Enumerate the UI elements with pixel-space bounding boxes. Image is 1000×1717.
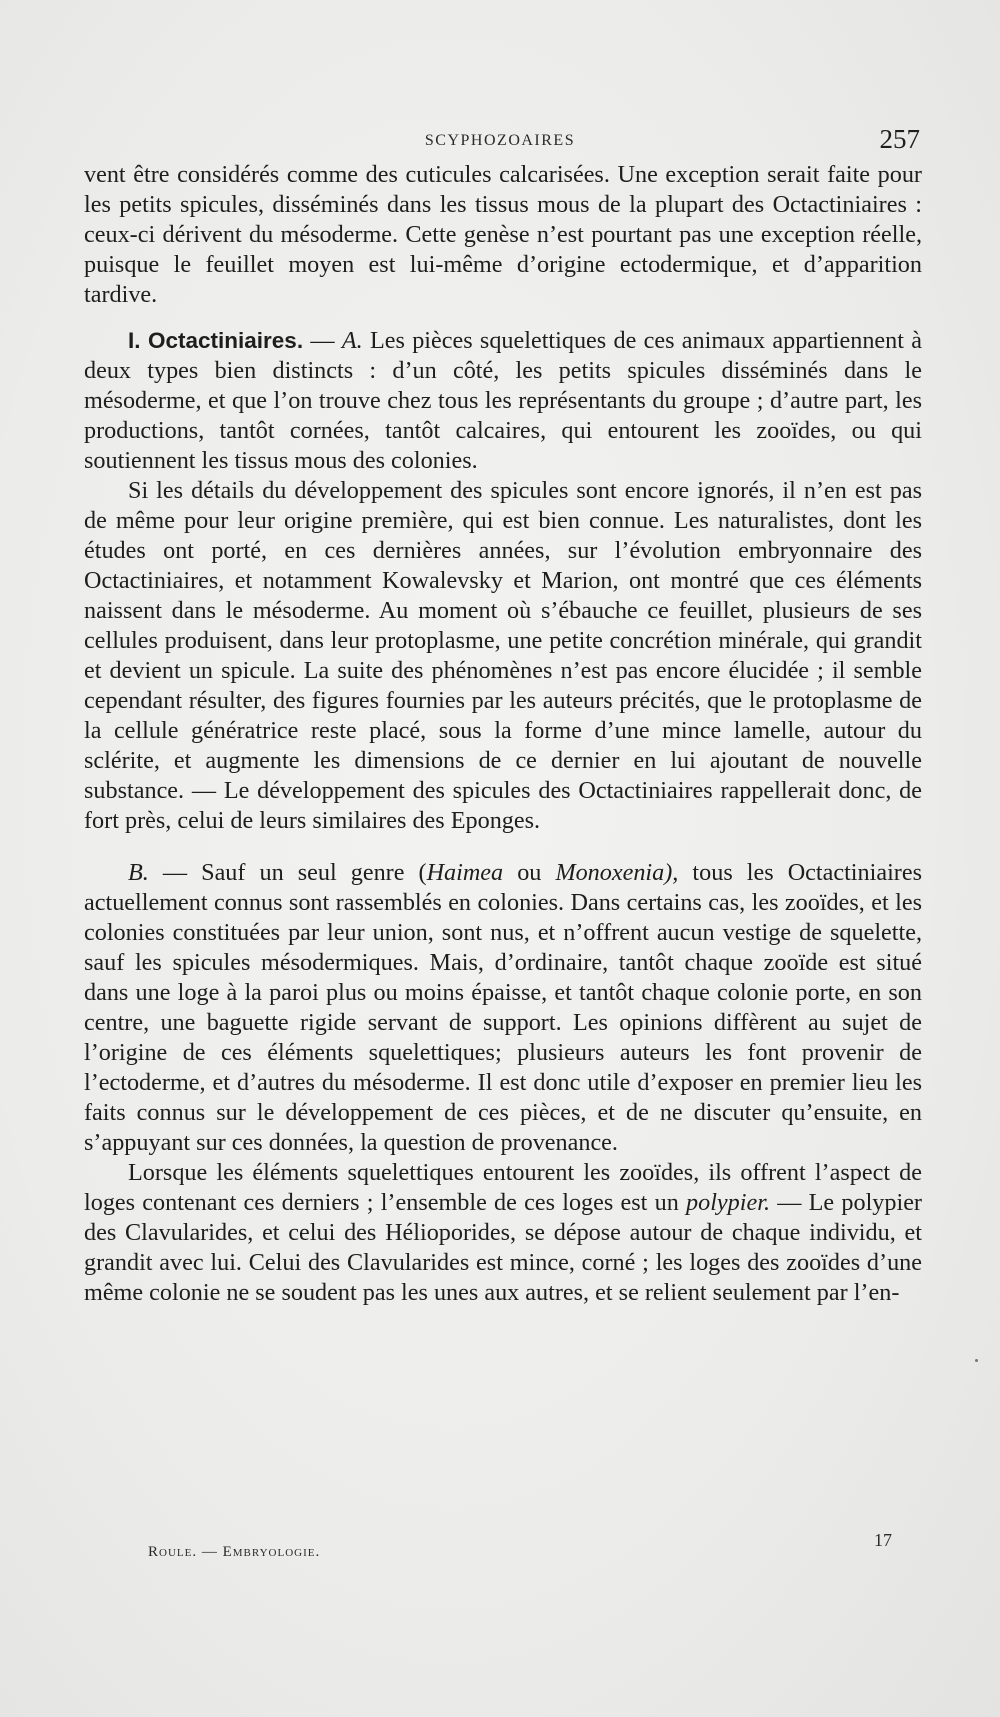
paragraph-5-text-b: — Le polypier des Clavularides, et celui des Hélioporides, se dépose autour de chaque individu, et grandit avec lui. Celui des Clavularides est mince, corné ; les loges des zooïdes d’une même colonie ne se soudent pas les unes aux autres, et se relient seulement par l’en- xyxy=(84,1189,922,1306)
paragraph-3: Si les détails du développement des spicules sont encore ignorés, il n’en est pas de même pour leur origine première, qui est bien connue. Les naturalistes, dont les études ont porté, en ces dernières années, sur l’évolution embryonnaire des Octactiniaires, et notamment Kowalevsky et Marion, ont montré que ces éléments naissent dans le mésoderme. Au moment où s’ébauche ce feuillet, plusieurs de ses cellules produisent, dans leur protoplasme, une petite concrétion minérale, qui grandit et devient un spicule. La suite des phénomènes n’est pas encore élucidée ; il semble cependant résulter, des figures fournies par les auteurs précités, que le protoplasme de la cellule génératrice reste placé, sous la forme d’une mince lamelle, autour du sclérite, et augmente les dimensions de ce dernier en lui ajoutant de nouvelle substance. — Le développement des spicules des Octactiniaires rappellerait donc, de fort près, celui de leurs similaires des Eponges. xyxy=(84,477,922,834)
footer-author-title: Roule. — Embryologie. xyxy=(148,1544,321,1560)
paragraph-4-text-c: tous les Octactiniaires actuellement connus sont rassemblés en colonies. Dans certains cas, les zooïdes, et les colonies constituées par leur union, sont nus, et n’offrent aucun vestige de squelette, sauf les spicules mésodermiques. Mais, d’ordinaire, tantôt chaque zooïde est situé dans une loge à la paroi plus ou moins épaisse, et tantôt chaque colonie porte, en son centre, une baguette rigide servant de support. Les opinions diffèrent au sujet de l’origine de ces éléments squelettiques; plusieurs auteurs les font provenir de l’ectoderme, et d’autres du mésoderme. Il est donc utile d’exposer en premier lieu les faits connus sur le développement de ces pièces, et de ne discuter qu’ensuite, en s’appuyant sur ces données, la question de provenance. xyxy=(84,859,922,1156)
paragraph-2 xyxy=(84,326,922,476)
paper-speck xyxy=(975,1359,978,1362)
paragraph-4-text-a: — Sauf un seul genre ( xyxy=(148,859,427,886)
running-header xyxy=(0,124,1000,164)
genus-monoxenia: Monoxenia), xyxy=(555,859,679,886)
genus-haimea: Haimea xyxy=(426,859,504,886)
paragraph-2-text: Les pièces squelettiques de ces animaux appartiennent à deux types bien distincts : d’un côté, les petits spicules disséminés dans le mésoderme, et que l’on trouve chez tous les représentants du groupe ; d’autre part, les productions, tantôt cornées, tantôt calcaires, qui entourent les zooïdes, ou qui soutiennent les tissus mous des colonies. xyxy=(84,327,923,474)
subsection-letter-a: A. xyxy=(341,327,363,354)
paragraph-4-text-b: ou xyxy=(503,859,556,886)
body-text xyxy=(84,160,922,1308)
section-heading-dash: — xyxy=(303,327,342,354)
paragraph-5-text-a: Lorsque les éléments squelettiques entourent les zooïdes, ils offrent l’aspect de loges contenant ces derniers ; l’ensemble de ces loges est un xyxy=(84,1159,922,1216)
signature-mark: 17 xyxy=(874,1530,892,1550)
running-title: SCYPHOZOAIRES xyxy=(424,132,576,149)
section-heading: I. Octactiniaires. xyxy=(128,328,304,353)
page-footer xyxy=(0,1530,1000,1570)
paragraph-1: vent être considérés comme des cuticules calcarisées. Une exception serait faite pour les petits spicules, disséminés dans les tissus mous de la plupart des Octactiniaires : ceux-ci dérivent du mésoderme. Cette genèse n’est pourtant pas une exception réelle, puisque le feuillet moyen est lui-même d’origine ectodermique, et d’apparition tardive. xyxy=(84,161,922,308)
page-number: 257 xyxy=(879,124,920,154)
paragraph-5 xyxy=(84,1158,922,1308)
paragraph-4 xyxy=(84,858,922,1158)
subsection-letter-b: B. xyxy=(128,859,149,886)
term-polypier: polypier. xyxy=(686,1189,770,1216)
